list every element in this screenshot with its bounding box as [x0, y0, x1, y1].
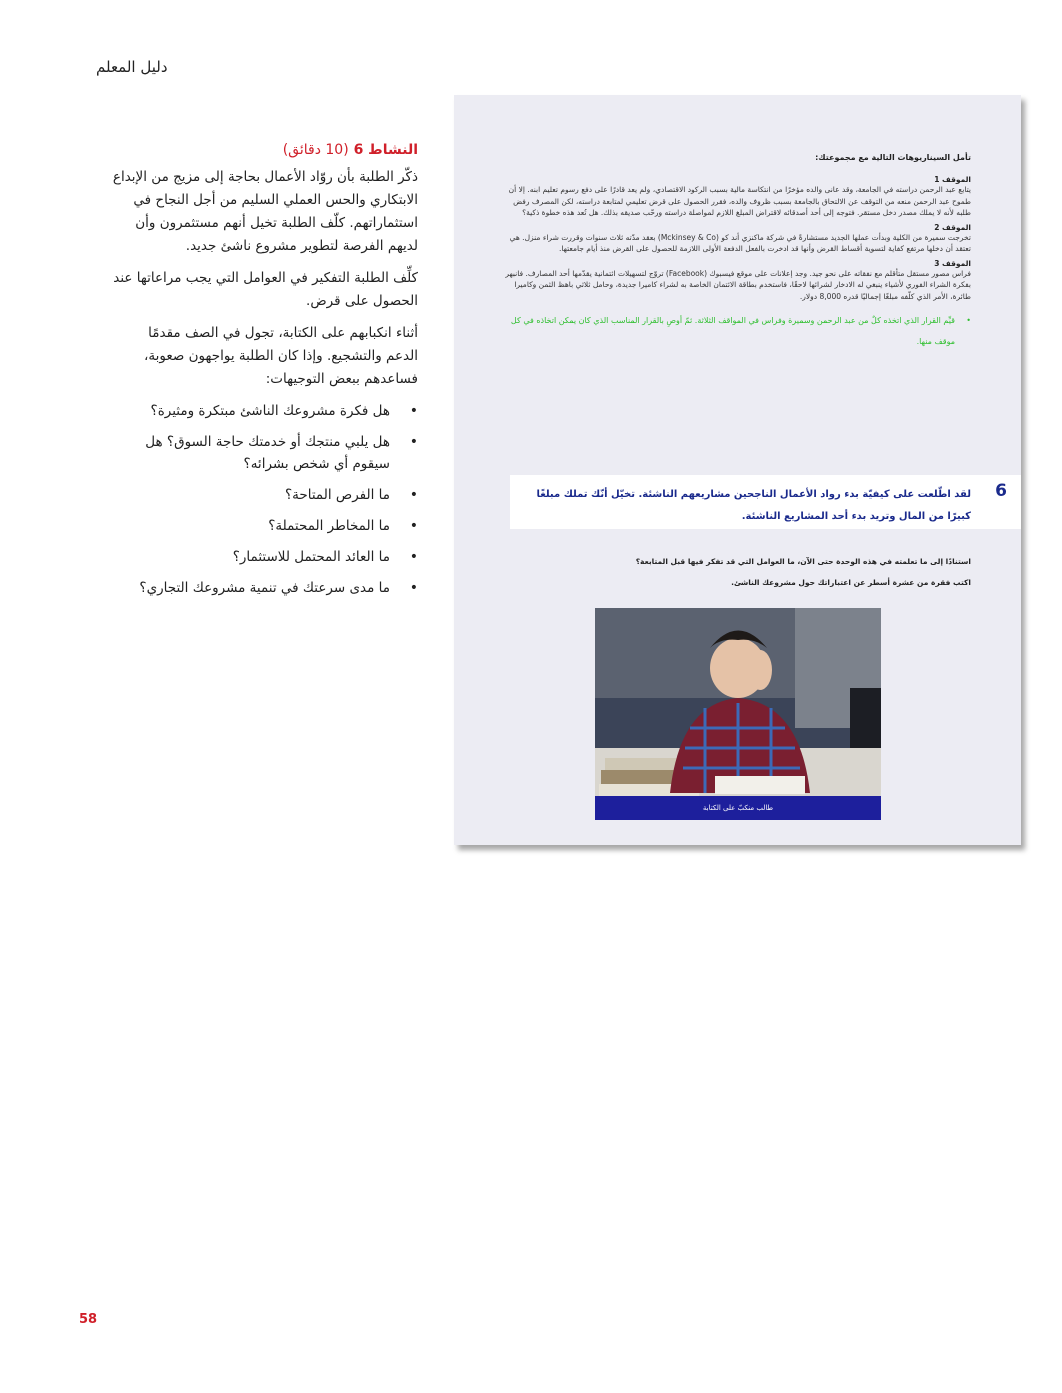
question-6-band	[510, 475, 1021, 529]
guide-title: دليل المعلم	[96, 58, 168, 76]
photo-caption: طالب منكبّ على الكتابة	[595, 796, 881, 820]
instructions	[504, 557, 971, 587]
bullet-icon: •	[966, 316, 971, 325]
student-page-panel	[454, 95, 1021, 845]
guiding-questions-list	[112, 400, 418, 599]
teacher-paragraph: كلِّف الطلبة التفكير في العوامل التي يجب مراعاتها عند الحصول على قرض.	[113, 270, 418, 309]
teacher-paragraph: أثناء انكبابهم على الكتابة، تجول في الصف مقدمًا الدعم والتشجيع. وإذا كان الطلبة يواجهون صعوبة، فساعدهم ببعض التوجيهات:	[144, 325, 418, 387]
situation-label: الموقف 3	[934, 258, 971, 268]
situation-text: تخرجت سميرة من الكلية وبدأت عملها الجديد مستشارةً في شركة ماكنزي أند كو (Mckinsey & Co) بعقد مدّته ثلاث سنوات وقررت شراء منزل. هي تعتقد أن دخلها مرتفع كفاية لتسوية أقساط القرض وأنها قد ادخرت بالفعل الدفعة الأولى اللازمة للحصول على القرض منذ أيام جامعتها.	[509, 232, 971, 253]
guiding-question: • ما العائد المحتمل للاستثمار؟	[112, 546, 390, 568]
evaluate-task-text: قيِّم القرار الذي اتخذه كلٌ من عبد الرحمن وسميرة وفراس في المواقف الثلاثة. ثمّ أوصِ بالقرار المناسب الذي كان يمكن اتخاذه في كل موقف منها.	[510, 316, 955, 346]
guiding-question: • ما المخاطر المحتملة؟	[112, 515, 390, 537]
situation-label: الموقف 1	[934, 175, 971, 184]
teacher-notes	[112, 142, 418, 608]
evaluate-task	[504, 310, 971, 352]
activity-title: النشاط 6	[353, 142, 418, 158]
situation-text: فراس مصور مستقل متأقلم مع نفقاته على نحو جيد. وجد إعلانات على موقع فيسبوك (Facebook) تروّج لتسهيلات ائتمانية يقدّمها أحد المصارف. فانبهر بفكرة الشراء الفوري لأشياء ينبغي له الادخار لشرائها لاحقًا، فاستخدم بطاقة الائتمان الخاصة به لشراء كاميرا جديدة، وحامل ثلاثي باهظ الثمن وكاميرا طائرة، الأمر الذي كلّفه مبلغًا إجماليًا قدره 8,000 دولار.	[505, 268, 971, 301]
guiding-question: • ما مدى سرعتك في تنمية مشروعك التجاري؟	[112, 577, 390, 599]
instruction-1: استنادًا إلى ما تعلمته في هذه الوحدة حتى الآن، ما العوامل التي قد تفكر فيها قبل المتابعة؟	[635, 557, 971, 566]
teacher-paragraph: ذكّر الطلبة بأن روّاد الأعمال بحاجة إلى مزيج من الإبداع الابتكاري والحس العملي السليم من أجل النجاح في استثماراتهم. كلّف الطلبة تخيل أنهم مستثمرون وأن لديهم الفرصة لتطوير مشروع ناشئ جديد.	[112, 169, 418, 254]
question-6-text: لقد اطّلعت على كيفيّة بدء رواد الأعمال الناجحين مشاريعهم الناشئة. تخيّل أنّك تملك مبلغًا كبيرًا من المال وتريد بدء أحد المشاريع الناشئة.	[536, 489, 971, 522]
instruction-2: اكتب فقرة من عشرة أسطر عن اعتباراتك حول مشروعك الناشئ.	[731, 578, 971, 587]
guiding-question: • هل فكرة مشروعك الناشئ مبتكرة ومثيرة؟	[112, 400, 390, 422]
page-number: 58	[79, 1312, 98, 1327]
student-writing-photo	[595, 608, 881, 820]
question-number: 6	[995, 481, 1007, 501]
activity-heading	[112, 142, 418, 158]
photo-illustration	[595, 608, 881, 820]
situation-label: الموقف 2	[934, 222, 971, 232]
scenarios-intro: تأمل السيناريوهات التالية مع مجموعتك:	[815, 153, 971, 162]
situations	[504, 175, 971, 352]
situation-text: يتابع عبد الرحمن دراسته في الجامعة، وقد عانى والده مؤخرًا من انتكاسة مالية بسبب الركود الاقتصادي، ولم يعد قادرًا على دفع رسوم تعليم ابنه. إلا أن طموح عبد الرحمن منعه من التوقف عن الالتحاق بالجامعة بسبب ظروف والده، فقرر الحصول على قرض تعليمي لمتابعة دراسته، لكن المصرف رفض طلبه لأنه لا يملك مصدر دخل مستقر. فتوجه إلى أحد أصدقائه لاقتراض المبلغ اللازم لمواصلة دراسته ورحّب صديقه بذلك. هل تُعد هذه خطوة ذكية؟	[508, 185, 971, 217]
guiding-question: • ما الفرص المتاحة؟	[112, 484, 390, 506]
guiding-question: • هل يلبي منتجك أو خدمتك حاجة السوق؟ هل سيقوم أي شخص بشرائه؟	[112, 431, 390, 475]
activity-duration: (10 دقائق)	[282, 142, 349, 158]
